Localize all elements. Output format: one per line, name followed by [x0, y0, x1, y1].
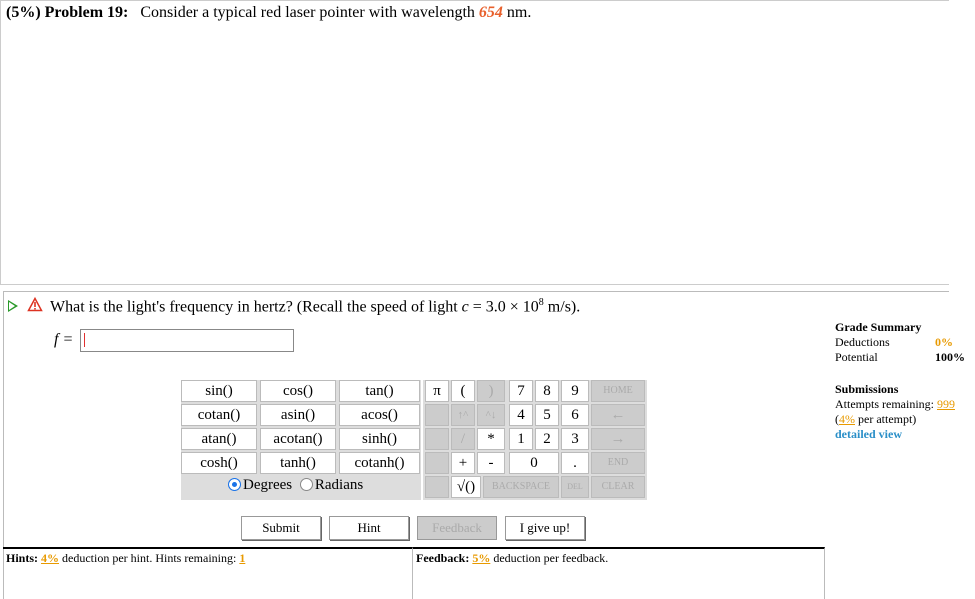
left-arrow-key[interactable]: ← — [591, 404, 645, 426]
acotan-button[interactable]: acotan() — [260, 428, 336, 450]
pi-key[interactable]: π — [425, 380, 449, 402]
sin-button[interactable]: sin() — [181, 380, 257, 402]
key-2[interactable]: 2 — [535, 428, 559, 450]
key-7[interactable]: 7 — [509, 380, 533, 402]
problem-title: (5%) Problem 19: Consider a typical red laser pointer with wavelength 654 nm. — [6, 4, 532, 21]
attempts-value: 999 — [936, 397, 955, 411]
minus-key[interactable]: - — [477, 452, 505, 474]
key-6[interactable]: 6 — [561, 404, 589, 426]
grade-summary: Grade Summary Deductions 0% Potential 100% — [835, 320, 965, 364]
atan-button[interactable]: atan() — [181, 428, 257, 450]
sinh-button[interactable]: sinh() — [339, 428, 420, 450]
question-text: What is the light's frequency in hertz? (Recall the speed of light $c = 3.0 \times 10^8$ m/s). — [50, 297, 581, 316]
tan-button[interactable]: tan() — [339, 380, 420, 402]
give-up-button[interactable]: I give up! — [505, 516, 585, 540]
asin-button[interactable]: asin() — [260, 404, 336, 426]
plus-key[interactable]: + — [451, 452, 475, 474]
acos-button[interactable]: acos() — [339, 404, 420, 426]
rparen-key[interactable]: ) — [477, 380, 505, 402]
key-8[interactable]: 8 — [535, 380, 559, 402]
deductions-value: 0% — [935, 335, 953, 349]
right-arrow-key[interactable]: → — [591, 428, 645, 450]
warning-icon — [28, 298, 42, 311]
divide-key[interactable]: / — [451, 428, 475, 450]
key-5[interactable]: 5 — [535, 404, 559, 426]
multiply-key[interactable]: * — [477, 428, 505, 450]
wavelength-value: 654 — [478, 4, 503, 21]
submissions: Submissions Attempts remaining: 999 (4% per attempt) detailed view — [835, 382, 955, 441]
submit-button[interactable]: Submit — [241, 516, 321, 540]
blank-key-3 — [425, 452, 449, 474]
cosh-button[interactable]: cosh() — [181, 452, 257, 474]
backspace-key[interactable]: BACKSPACE — [483, 476, 559, 498]
play-icon[interactable] — [8, 300, 18, 312]
cos-button[interactable]: cos() — [260, 380, 336, 402]
up-key[interactable]: ↑^ — [451, 404, 475, 426]
del-key[interactable]: DEL — [561, 476, 589, 498]
feedback-button[interactable]: Feedback — [417, 516, 497, 540]
cotanh-button[interactable]: cotanh() — [339, 452, 420, 474]
clear-key[interactable]: CLEAR — [591, 476, 645, 498]
radians-radio[interactable] — [300, 478, 313, 491]
home-key[interactable]: HOME — [591, 380, 645, 402]
key-4[interactable]: 4 — [509, 404, 533, 426]
problem-frame — [0, 0, 949, 285]
blank-key-1 — [425, 404, 449, 426]
key-9[interactable]: 9 — [561, 380, 589, 402]
sqrt-key[interactable]: √() — [451, 476, 481, 498]
text-caret — [84, 333, 85, 347]
end-key[interactable]: END — [591, 452, 645, 474]
down-key[interactable]: ^↓ — [477, 404, 505, 426]
answer-input[interactable] — [80, 329, 294, 352]
angle-mode: Degrees Radians — [228, 477, 363, 494]
cotan-button[interactable]: cotan() — [181, 404, 257, 426]
hint-button[interactable]: Hint — [329, 516, 409, 540]
answer-label: f = — [54, 331, 74, 348]
blank-key-2 — [425, 428, 449, 450]
hints-text: Hints: 4% deduction per hint. Hints remaining: 1 — [6, 551, 246, 565]
key-0[interactable]: 0 — [509, 452, 559, 474]
tanh-button[interactable]: tanh() — [260, 452, 336, 474]
blank-key-4 — [425, 476, 449, 498]
feedback-text: Feedback: 5% deduction per feedback. — [416, 551, 609, 565]
degrees-radio[interactable] — [228, 478, 241, 491]
key-1[interactable]: 1 — [509, 428, 533, 450]
detailed-view-link[interactable]: detailed view — [835, 427, 902, 441]
key-3[interactable]: 3 — [561, 428, 589, 450]
dot-key[interactable]: . — [561, 452, 589, 474]
potential-value: 100% — [935, 350, 965, 364]
lparen-key[interactable]: ( — [451, 380, 475, 402]
